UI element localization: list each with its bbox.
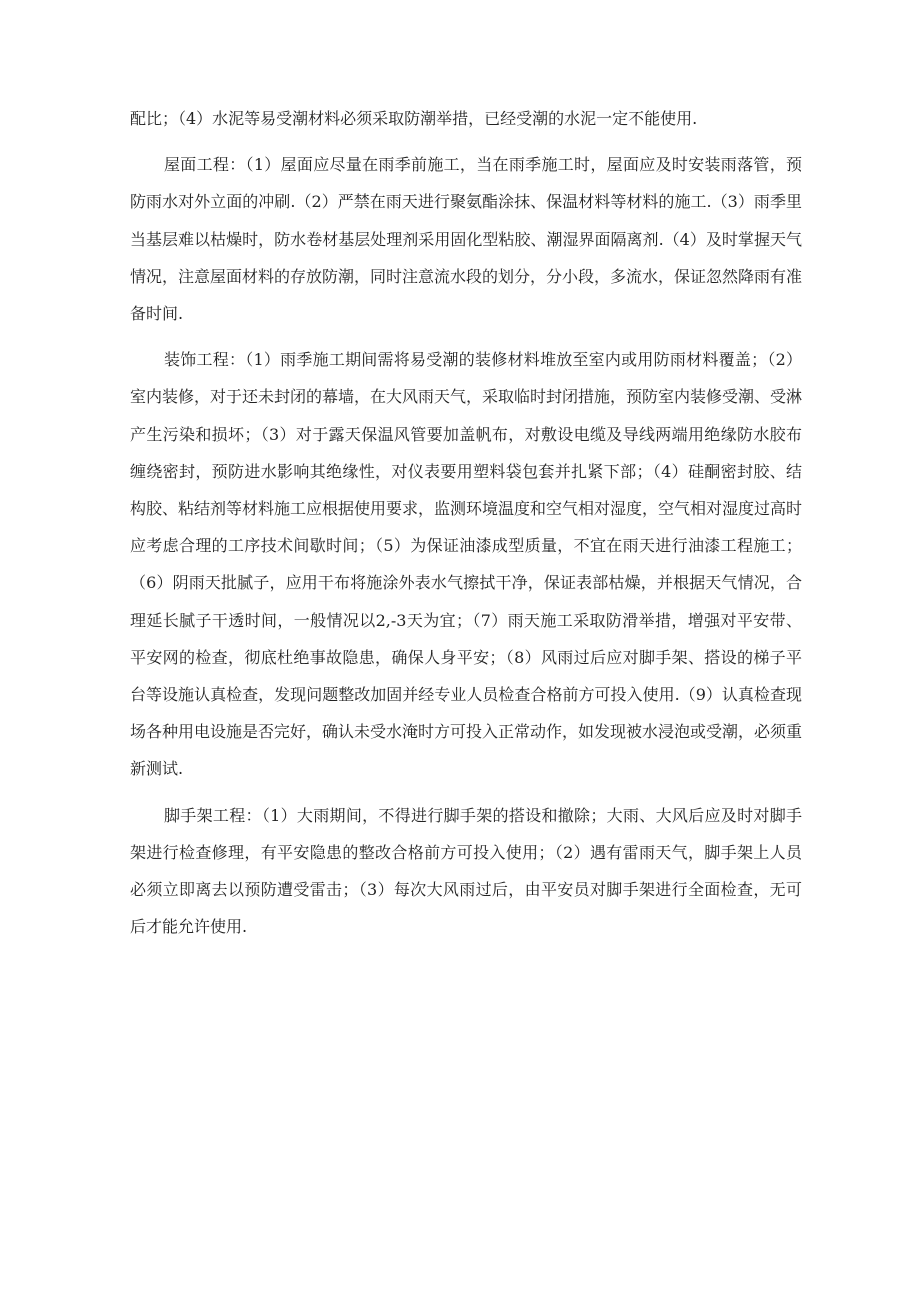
- paragraph-mix-ratio-continuation: 配比；（4）水泥等易受潮材料必须采取防潮举措，已经受潮的水泥一定不能使用.: [130, 109, 698, 128]
- paragraph-scaffolding-works: 脚手架工程：（1）大雨期间，不得进行脚手架的搭设和撤除；大雨、大风后应及时对脚手架进行检查修理，有平安隐患的整改合格前方可投入使用；（2）遇有雷雨天气，脚手架上人员必须立即离去以预防遭受雷击；（3）每次大风雨过后，由平安员对脚手架进行全面检查，无可后才能允许使用.: [130, 805, 802, 937]
- document-body: [130, 100, 802, 954]
- paragraph-decoration-works: 装饰工程：（1）雨季施工期间需将易受潮的装修材料堆放至室内或用防雨材料覆盖；（2）室内装修，对于还未封闭的幕墙，在大风雨天气，采取临时封闭措施，预防室内装修受潮、受淋产生污染和损坏；（3）对于露天保温风管要加盖帆布，对敷设电缆及导线两端用绝缘防水胶布缠绕密封，预防进水影响其绝缘性，对仪表要用塑料袋包套并扎紧下部；（4）硅酮密封胶、结构胶、粘结剂等材料施工应根据使用要求，监测环境温度和空气相对湿度，空气相对湿度过高时应考虑合理的工序技术间歇时间；（5）为保证油漆成型质量，不宜在雨天进行油漆工程施工；（6）阴雨天批腻子，应用干布将施涂外表水气擦拭干净，保证表部枯燥，并根据天气情况，合理延长腻子干透时间，一般情况以2,-3天为宜；（7）雨天施工采取防滑举措，增强对平安带、平安网的检查，彻底杜绝事故隐患，确保人身平安；（8）风雨过后应对脚手架、搭设的梯子平台等设施认真检查，发现问题整改加固并经专业人员检查合格前方可投入使用.（9）认真检查现场各种用电设施是否完好，确认未受水淹时方可投入正常动作，如发现被水浸泡或受潮，必须重新测试.: [130, 350, 803, 779]
- paragraph-roofing-works: 屋面工程：（1）屋面应尽量在雨季前施工，当在雨季施工时，屋面应及时安装雨落管，预防雨水对外立面的冲刷.（2）严禁在雨天进行聚氨酯涂抹、保温材料等材料的施工.（3）雨季里当基层难以枯燥时，防水卷材基层处理剂采用固化型粘胶、潮湿界面隔离剂.（4）及时掌握天气情况，注意屋面材料的存放防潮，同时注意流水段的划分，分小段，多流水，保证忽然降雨有准备时间.: [130, 155, 803, 324]
